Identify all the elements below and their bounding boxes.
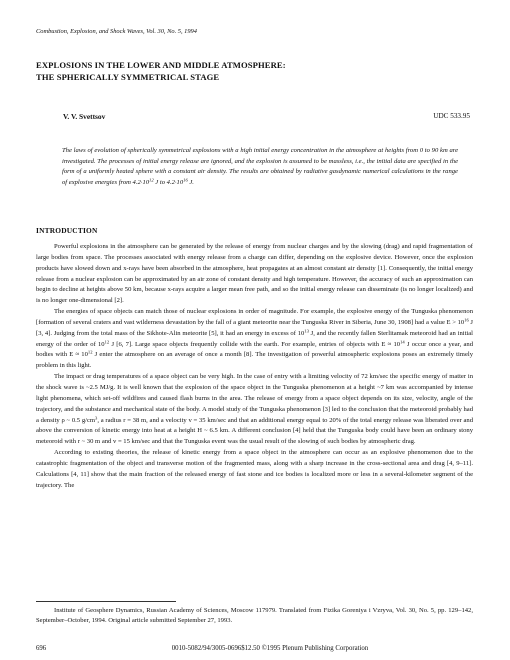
page-number: 696 [36, 645, 47, 652]
title-line-2: THE SPHERICALLY SYMMETRICAL STAGE [36, 71, 220, 82]
footnote-rule [36, 601, 176, 602]
paragraph: The energies of space objects can match those of nuclear explosions in order of magnitude. For example, the explosive energy of the Tunguska phenomenon [formation of several craters and vast wilderness devastation by the fall of a giant meteorite near the Tunguska River in Siberia, June 30, 1908] had a value $E > 10^{16}$ J [3, 4]. Judging from the total mass of the Sikhote-Alin meteorite [5], it had an energy in excess of $10^{13}$ J, and the recently fallen Sterlitamak meteoroid had an initial energy of the order of $10^{12}$ J [6, 7]. Large space objects frequently collide with the earth. For example, entries of objects with $E \approx 10^{14}$ J occur once a year, and bodies with $E \approx 10^{12}$ J enter the atmosphere on an average of once a month [8]. The investigation of powerful atmospheric explosions poses an extremely timely problem in this light. [36, 308, 474, 370]
footnote: Institute of Geosphere Dynamics, Russian Academy of Sciences, Moscow 117979. Translated from Fizika Goreniya i Vzryva, Vol. 30, No. 5, pp. 129–142, September–October, 1994. Original article submitted September 27, 1993. [36, 607, 473, 625]
article-title [36, 60, 286, 83]
running-head: Combustion, Explosion, and Shock Waves, Vol. 30, No. 5, 1994 [36, 28, 197, 35]
abstract: The laws of evolution of spherically symmetrical explosions with a high initial energy concentration in the atmosphere at heights from 0 to 90 km are investigated. The processes of initial energy release are ignored, and the explosion is assumed to be massless, i.e., the initial data are specified in the form of a uniformly heated sphere with a constant air density. The results are obtained by radiative gasdynamic numerical calculations in the range of explosive energies from $4.2\cdot 10^{12}$ J to $4.2\cdot 10^{16}$ J. [62, 147, 458, 186]
paragraph: The impact or drag temperatures of a space object can be very high. In the case of entry with a limiting velocity of 72 km/sec the specific energy of matter in the shock wave is ~2.5 MJ/g. It is well known that the explosion of the space object in the Tunguska phenomenon at a height ~7 km was accompanied by intense light phenomena, which set-off wildfires and caused flash burns in the area. The release of energy from a space object depends on its size, velocity, angle of the trajectory, and the substance and mechanical state of the body. A model study of the Tunguska phenomenon [3] led to the conclusion that the meteoroid probably had a density ρ ~ 0.5 $g/cm^3$, a radius r = 38 m, and a velocity v = 35 km/sec and that an additional energy equal to 20% of the total energy release was liberated over and above the conversion of kinetic energy into heat at a height H ~ 6.5 km. A different conclusion [4] held that the Tunguska body could have been an ordinary stony meteoroid with r ~ 30 m and v = 15 km/sec and that the Tunguska event was the usual result of the slowing of such bodies by atmospheric drag. [36, 373, 473, 446]
paragraph: According to existing theories, the release of kinetic energy from a space object in the atmosphere can occur as an explosive phenomenon due to the catastrophic fragmentation of the object and transverse motion of the fragmented mass, along with a sharp increase in the cross-sectional area and drag [4, 9–11]. Calculations [4, 11] show that the main fraction of the released energy of fast stone and ice bodies is localized more or less in a several-kilometer segment of the trajectory. The [36, 449, 473, 489]
paragraph: Powerful explosions in the atmosphere can be generated by the release of energy from nuclear charges and by the slowing (drag) and rapid fragmentation of large bodies from space. The processes associated with energy release from a charge can differ, depending on the explosive device. However, once the explosion products have slowed down and x-rays have been absorbed in the atmosphere, heat propagates at an almost constant air density [1]. Consequently, the initial energy release from a nuclear explosion can be approximated by an air zone of constant density and high temperature. However, the accuracy of such an approximation can begin to decline at heights above 50 km, because x-rays acquire a larger mean free path, and so the initial energy release can disseminate (is no longer localized) and is no longer one-dimensional [2]. [36, 243, 473, 305]
copyright-line: 0010-5082/94/3005-0696$12.50 ©1995 Plenum Publishing Corporation [171, 645, 369, 652]
body-text [36, 242, 473, 491]
author-name: V. V. Svettsov [63, 112, 106, 121]
title-line-1: EXPLOSIONS IN THE LOWER AND MIDDLE ATMOSPHERE: [36, 60, 286, 70]
section-heading: INTRODUCTION [36, 226, 98, 235]
udc-code: UDC 533.95 [433, 112, 470, 120]
